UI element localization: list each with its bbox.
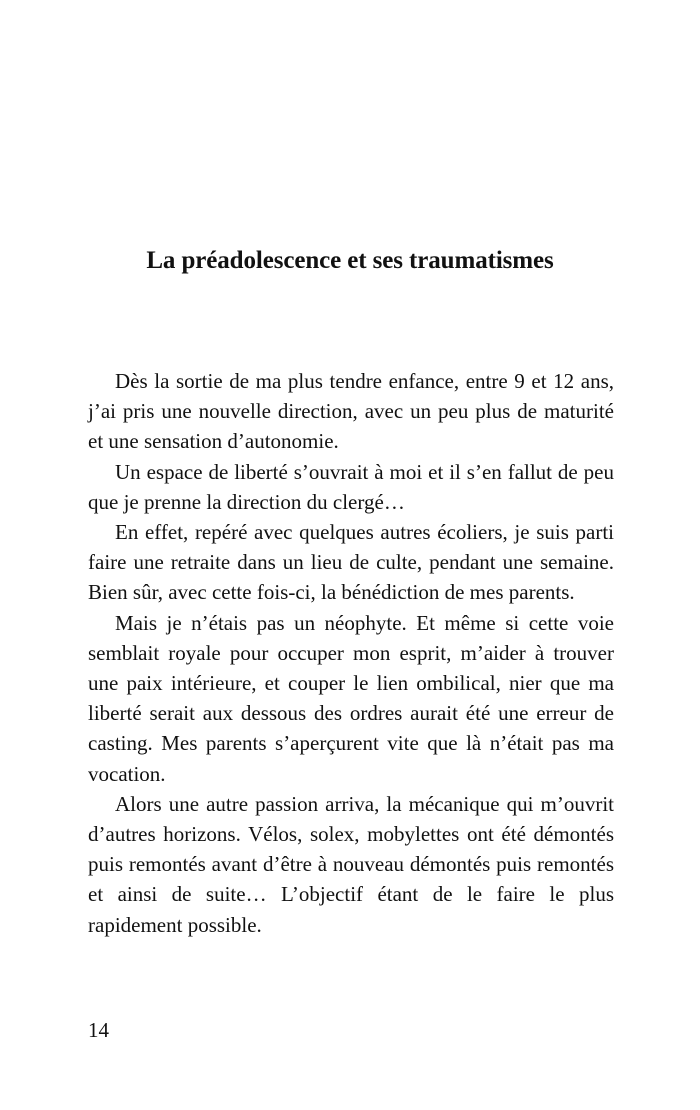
paragraph: Un espace de liberté s’ouvrait à moi et il s’en fallut de peu que je prenne la direction du clergé… — [88, 459, 614, 514]
page-number: 14 — [88, 1018, 109, 1042]
paragraph: En effet, repéré avec quelques autres écoliers, je suis parti faire une retraite dans un lieu de culte, pendant une semaine. Bien sûr, avec cette fois-ci, la bénédiction de mes parents. — [88, 520, 614, 605]
paragraph: Mais je n’étais pas un néophyte. Et même si cette voie semblait royale pour occuper mon esprit, m’aider à trouver une paix intérieure, et couper le lien ombilical, nier que ma liberté serait aux dessous des ordres aurait été une erreur de casting. Mes parents s’aperçurent vite que là n’était pas ma vocation. — [88, 610, 614, 786]
body-text — [88, 366, 614, 940]
chapter-title: La préadolescence et ses traumatismes — [146, 247, 554, 274]
paragraph: Dès la sortie de ma plus tendre enfance, entre 9 et 12 ans, j’ai pris une nouvelle direction, avec un peu plus de maturité et une sensation d’autonomie. — [88, 369, 614, 454]
paragraph: Alors une autre passion arriva, la mécanique qui m’ouvrit d’autres horizons. Vélos, solex, mobylettes ont été démontés puis remontés avant d’être à nouveau démontés puis remontés et ainsi de suite… L’objectif étant de le faire le plus rapidement possible. — [88, 791, 614, 937]
